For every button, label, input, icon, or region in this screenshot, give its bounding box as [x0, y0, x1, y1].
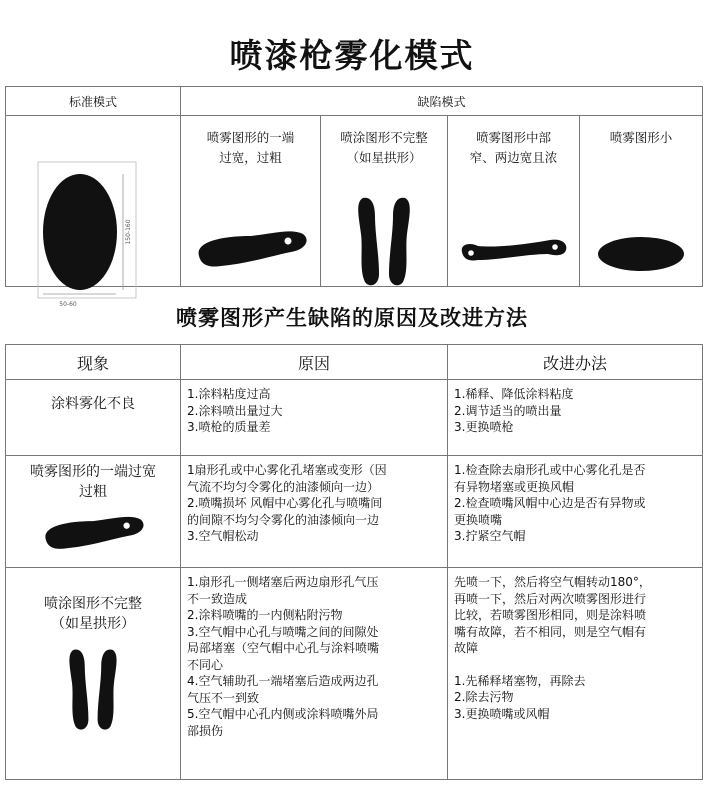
- table-row: [6, 456, 703, 568]
- section-subtitle: 喷雾图形产生缺陷的原因及改进方法: [176, 306, 528, 330]
- standard-pattern-cell: [6, 116, 181, 308]
- header-symptom: 现象: [6, 345, 181, 380]
- defect-wide-end-cell: [181, 116, 321, 287]
- narrow-middle-pattern: [448, 234, 579, 268]
- small-oval-pattern: [580, 234, 702, 274]
- header-cause: 原因: [181, 345, 448, 380]
- defect-narrow-middle-caption: 喷雾图形中部 窄、两边宽且浓: [469, 130, 558, 165]
- star-arch-pattern: [321, 194, 447, 290]
- spray-pattern-table: [5, 86, 703, 308]
- star-arch-pattern: [12, 646, 174, 734]
- standard-pattern-figure: [6, 160, 180, 310]
- fix-cell: 1.稀释、降低涂料粘度 2.调节适当的喷出量 3.更换喷枪: [448, 380, 703, 456]
- page-title: 喷漆枪雾化模式: [229, 36, 475, 75]
- standard-mode-header: 标准模式: [6, 87, 181, 116]
- defect-incomplete-cell: [321, 116, 448, 287]
- wide-end-pattern: [12, 512, 174, 552]
- fix-cell: 1.检查除去扇形孔或中心雾化孔是否 有异物堵塞或更换风帽 2.检查喷嘴风帽中心边是否有异物或 更换喷嘴 3.拧紧空气帽: [448, 456, 703, 568]
- defect-mode-header: 缺陷模式: [181, 87, 703, 116]
- defect-wide-end-caption: 喷雾图形的一端 过宽，过粗: [206, 130, 295, 165]
- header-fix: 改进办法: [448, 345, 703, 380]
- symptom-cell: 涂料雾化不良: [6, 380, 181, 456]
- cause-cell: 1.涂料粘度过高 2.涂料喷出量过大 3.喷枪的质量差: [181, 380, 448, 456]
- height-dimension: 150-160: [125, 219, 132, 245]
- defect-small-pattern-cell: [580, 116, 703, 287]
- table-row: [6, 380, 703, 456]
- defect-narrow-middle-cell: [448, 116, 580, 287]
- symptom-cell: 喷雾图形的一端过宽 过粗: [6, 456, 181, 568]
- cause-cell: 1扇形孔或中心雾化孔堵塞或变形（因 气流不均匀令雾化的油漆倾向一边） 2.喷嘴损坏 风帽中心雾化孔与喷嘴间 的间隙不均匀令雾化的油漆倾向一边 3.空气帽松动: [181, 456, 448, 568]
- symptom-cell: 喷涂图形不完整 （如星拱形）: [6, 568, 181, 780]
- wide-end-pattern: [181, 226, 320, 270]
- oval-pattern: [43, 174, 117, 290]
- defect-small-pattern-caption: 喷雾图形小: [609, 130, 673, 145]
- width-dimension: 50-60: [59, 301, 77, 308]
- fix-cell: 先喷一下，然后将空气帽转动180°， 再喷一下，然后对两次喷雾图形进行 比较，若喷雾图形相同，则是涂料喷 嘴有故障，若不相同，则是空气帽有 故障 1.先稀释堵塞物，再除去 2.除去污物 3.更换喷嘴或风帽: [448, 568, 703, 780]
- table-row: [6, 568, 703, 780]
- defect-incomplete-caption: 喷涂图形不完整 （如星拱形）: [340, 130, 428, 165]
- cause-cell: 1.扇形孔一侧堵塞后两边扇形孔气压 不一致造成 2.涂料喷嘴的一内侧粘附污物 3.空气帽中心孔与喷嘴之间的间隙处 局部堵塞（空气帽中心孔与涂料喷嘴 不同心 4.空气辅助孔一端堵塞后造成两边孔 气压不一到致 5.空气帽中心孔内侧或涂料喷嘴外局 部损伤: [181, 568, 448, 780]
- defect-cause-table: [5, 344, 703, 780]
